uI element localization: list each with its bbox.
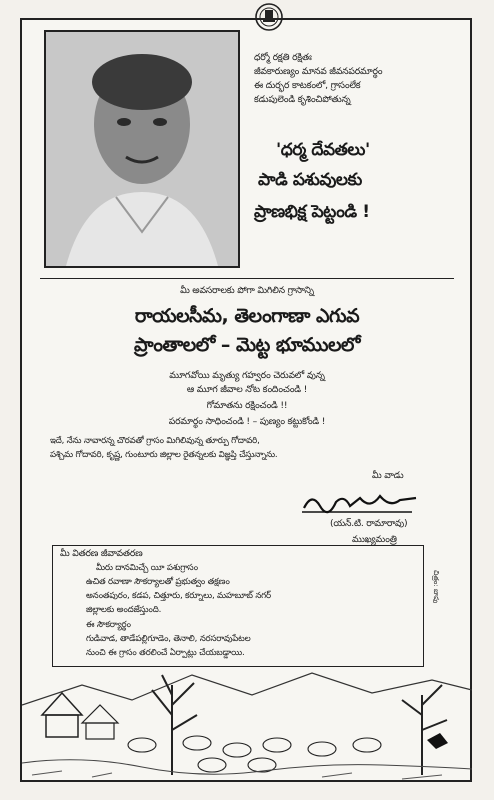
region-line-1: రాయలసీమ, తెలంగాణా ఎగువ bbox=[134, 305, 360, 327]
appeal-line: పరమార్థం సాధించండి ! – పుణ్యం కట్టుకోండి ! bbox=[168, 416, 326, 427]
state-emblem-icon bbox=[254, 2, 284, 32]
appeal-intro: మీ అవసరాలకు పోగా మిగిలిన గ్రాసాన్ని bbox=[180, 285, 314, 296]
request-line-2: పశ్చిమ గోదావరి, కృష్ణ, గుంటూరు జిల్లాల రైతన్నలకు విజ్ఞప్తి చేస్తున్నాను. bbox=[50, 450, 278, 460]
quote-line: జీవకారుణ్యం మానవ జీవనపరమార్థం bbox=[254, 66, 383, 77]
appeal-line: గోమాతను రక్షించండి !! bbox=[206, 400, 288, 411]
notice-heading: మీ వితరణ జీవావతరణ bbox=[60, 548, 143, 559]
region-line-2: ప్రాంతాలలో – మెట్ట భూములలో bbox=[134, 334, 360, 356]
drought-illustration bbox=[22, 645, 472, 780]
quote-line: కడుపులెండి కృశించిపోతున్న bbox=[254, 94, 351, 105]
notice-subheading: ఈ సౌకర్యార్థం bbox=[86, 620, 131, 630]
sanskrit-quote: ధర్మో రక్షతి రక్షితః bbox=[254, 52, 312, 63]
signature-image bbox=[300, 488, 420, 516]
request-line-1: ఇదే, నేను నావారన్న చొరవతో గ్రాసం మిగిలివున్న తూర్పు గోదావరి, bbox=[50, 436, 260, 446]
notice-line: గుడివాడ, తాడేపల్లిగూడెం, తెనాలి, నరసరావుపేటల bbox=[86, 634, 251, 644]
appeal-line: ఆ మూగ జీవాల నోట కందించండి ! bbox=[186, 384, 308, 395]
illustrator-credit: చిత్రం: బాపు bbox=[432, 570, 440, 604]
portrait-photo bbox=[44, 30, 240, 268]
divider bbox=[40, 278, 454, 279]
appeal-line: మూగవోయి మృత్యు గహ్వరం చెరువలో వున్న bbox=[169, 370, 325, 381]
quote-line: ఈ దుర్భర కాటకంలో, గ్రాసంలేక bbox=[254, 80, 361, 91]
signatory-name: (యన్.టి. రామారావు) bbox=[330, 518, 408, 529]
notice-line: ఉచిత రవాణా సౌకర్యాలతో ప్రభుత్వం తక్షణం bbox=[86, 577, 230, 587]
notice-line: జిల్లాలకు అందజేస్తుంది. bbox=[86, 605, 162, 615]
notice-line: నుంచి ఈ గ్రాసం తరలించే ఏర్పాట్లు చేయబడ్డాయి. bbox=[86, 648, 245, 658]
notice-line: అనంతపురం, కడప, చిత్తూరు, కర్నూలు, మహబూబ్ నగర్ bbox=[86, 591, 271, 601]
closing-mee-vaadu: మీ వాడు bbox=[372, 470, 404, 481]
notice-line: మీరు దానమిచ్చే యీ పశుగ్రాసం bbox=[96, 563, 198, 573]
signatory-title: ముఖ్యమంత్రి bbox=[352, 534, 397, 545]
headline-cattle: పాడి పశువులకు bbox=[258, 170, 362, 190]
headline-save-lives: ప్రాణభిక్ష పెట్టండి ! bbox=[254, 202, 370, 222]
headline-dharma-devatalu: 'ధర్మ దేవతలు' bbox=[276, 140, 370, 160]
